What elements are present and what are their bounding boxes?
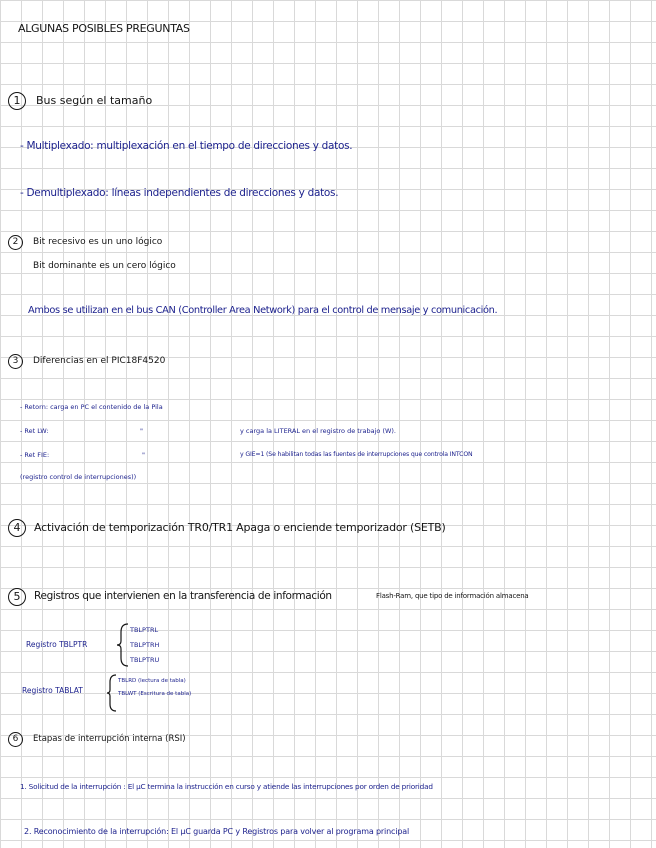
question-6-title: Etapas de interrupción interna (RSI) [33, 734, 186, 744]
question-5-number: 5 [8, 588, 26, 606]
question-3-title: Diferencias en el PIC18F4520 [33, 356, 166, 366]
q3-retlw-desc: y carga la LITERAL en el registro de trabajo (W). [240, 427, 397, 435]
q6-step-2: 2. Reconocimiento de la interrupción: El µC guarda PC y Registros para volver al programa principal [24, 827, 410, 836]
q6-step-1: 1. Solicitud de la interrupción : El µC termina la instrucción en curso y atiende las interrupciones por orden de prioridad [20, 782, 433, 791]
q4-temporizacion: Activación de temporización TR0/TR1 Apaga o enciende temporizador (SETB) [34, 521, 446, 534]
q1-multiplexado: - Multiplexado: multiplexación en el tiempo de direcciones y datos. [20, 140, 353, 152]
question-4-number: 4 [8, 519, 26, 537]
reg-tblptr-item: TBLPTRL [130, 626, 159, 634]
question-5-title: Registros que intervienen en la transferencia de información [34, 590, 332, 602]
q2-bus-can: Ambos se utilizan en el bus CAN (Controller Area Network) para el control de mensaje y comunicación. [28, 305, 498, 316]
q2-bit-recesivo: Bit recesivo es un uno lógico [33, 237, 163, 247]
question-1-number: 1 [8, 92, 26, 110]
question-2-number: 2 [8, 235, 23, 250]
reg-tblptr-label: Registro TBLPTR [26, 640, 88, 649]
question-6-number: 6 [8, 732, 23, 747]
q3-retlw-ditto: " [140, 427, 143, 435]
reg-tablat-item: TBLWT (Escritura de tabla) [118, 691, 192, 697]
q1-demultiplexado: - Demultiplexado: líneas independientes de direcciones y datos. [20, 187, 339, 199]
q3-retfie-ditto: " [142, 451, 145, 459]
reg-tblptr-brace [116, 622, 130, 668]
question-3-number: 3 [8, 354, 23, 369]
q3-retorn: - Retorn: carga en PC el contenido de la Pila [20, 403, 163, 411]
q3-intcon-note: (registro control de interrupciones)) [20, 473, 137, 481]
q3-retlw-label: - Ret LW: [20, 427, 49, 435]
reg-tablat-label: Registro TABLAT [22, 686, 83, 695]
q2-bit-dominante: Bit dominante es un cero lógico [33, 261, 176, 271]
q3-retfie-desc: y GIE=1 (Se habilitan todas las fuentes de interrupciones que controla INTCON [240, 451, 473, 458]
page-title: ALGUNAS POSIBLES PREGUNTAS [18, 22, 190, 35]
question-5-title-tail: Flash-Ram, que tipo de información almacena [376, 592, 529, 600]
reg-tblptr-item: TBLPTRU [130, 656, 160, 664]
reg-tblptr-item: TBLPTRH [130, 641, 160, 649]
reg-tablat-brace [106, 673, 118, 713]
reg-tablat-item: TBLRD (lectura de tabla) [118, 678, 186, 684]
question-1-title: Bus según el tamaño [36, 94, 153, 107]
q3-retfie-label: - Ret FIE: [20, 451, 50, 459]
